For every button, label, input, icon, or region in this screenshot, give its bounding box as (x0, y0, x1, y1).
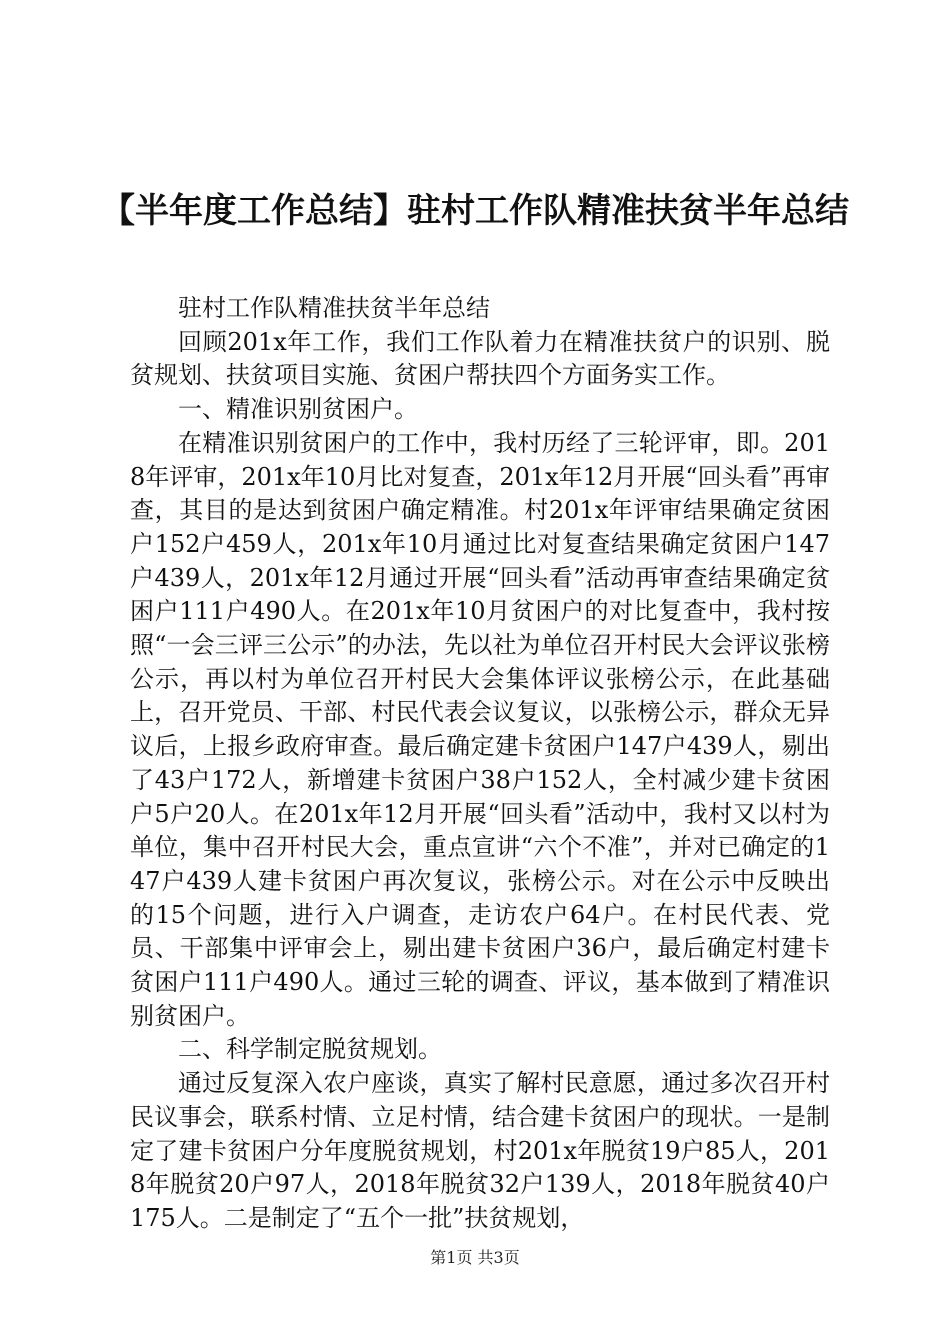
section-heading-2: 二、科学制定脱贫规划。 (178, 1035, 442, 1064)
section-heading-1: 一、精准识别贫困户。 (178, 395, 418, 424)
document-title: 【半年度工作总结】驻村工作队精准扶贫半年总结 (101, 191, 849, 231)
paragraph-intro: 回顾201x年工作，我们工作队着力在精准扶贫户的识别、脱贫规划、扶贫项目实施、贫困户帮扶四个方面务实工作。 (130, 327, 830, 390)
paragraph-subtitle: 驻村工作队精准扶贫半年总结 (178, 294, 490, 322)
paragraph-section-1: 在精准识别贫困户的工作中，我村历经了三轮评审，即。2018年评审，201x年10月比对复查，201x年12月开展“回头看”再审查，其目的是达到贫困户确定精准。村201x年评审结果确定贫困户152户459人，201x年10月通过比对复查结果确定贫困户147户439人，201x年12月通过开展“回头看”活动再审查结果确定贫困户111户490人。在201x年10月贫困户的对比复查中，我村按照“一会三评三公示”的办法，先以社为单位召开村民大会评议张榜公示，再以村为单位召开村民大会集体评议张榜公示，在此基础上，召开党员、干部、村民代表会议复议，以张榜公示，群众无异议后，上报乡政府审查。最后确定建卡贫困户147户439人，剔出了43户172人，新增建卡贫困户38户152人，全村减少建卡贫困户5户20人。在201x年12月开展“回头看”活动中，我村又以村为单位，集中召开村民大会，重点宣讲“六个不准”，并对已确定的147户439人建卡贫困户再次复议，张榜公示。对在公示中反映出的15个问题，进行入户调查，走访农户64户。在村民代表、党员、干部集中评审会上，剔出建卡贫困户36户，最后确定村建卡贫困户111户490人。通过三轮的调查、评议，基本做到了精准识别贫困户。 (130, 428, 830, 1030)
page-footer: 第1页 共3页 (430, 1248, 520, 1267)
paragraph-section-2: 通过反复深入农户座谈，真实了解村民意愿，通过多次召开村民议事会，联系村情、立足村情，结合建卡贫困户的现状。一是制定了建卡贫困户分年度脱贫规划，村201x年脱贫19户85人，2018年脱贫20户97人，2018年脱贫32户139人，2018年脱贫40户175人。二是制定了“五个一批”扶贫规划， (130, 1069, 830, 1232)
document-body (130, 292, 830, 1236)
